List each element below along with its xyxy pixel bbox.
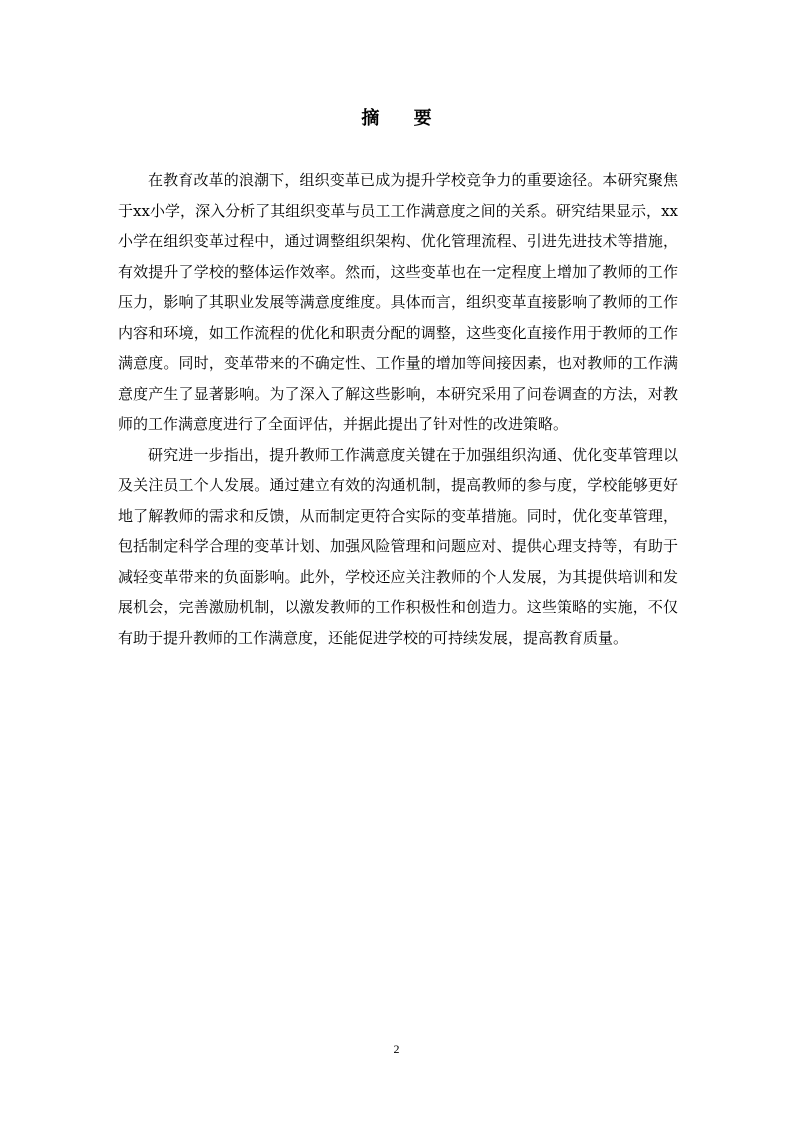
- page-number: 2: [393, 1042, 400, 1056]
- abstract-paragraph-2: 研究进一步指出，提升教师工作满意度关键在于加强组织沟通、优化变革管理以及关注员工个人发展。通过建立有效的沟通机制，提高教师的参与度，学校能够更好地了解教师的需求和反馈，从而制定更符合实际的变革措施。同时，优化变革管理，包括制定科学合理的变革计划、加强风险管理和问题应对、提供心理支持等，有助于减轻变革带来的负面影响。此外，学校还应关注教师的个人发展，为其提供培训和发展机会，完善激励机制，以激发教师的工作积极性和创造力。这些策略的实施，不仅有助于提升教师的工作满意度，还能促进学校的可持续发展，提高教育质量。: [118, 445, 678, 647]
- abstract-title: 摘 要: [361, 108, 446, 129]
- abstract-paragraph-1: 在教育改革的浪潮下，组织变革已成为提升学校竞争力的重要途径。本研究聚焦于xx小学，深入分析了其组织变革与员工工作满意度之间的关系。研究结果显示，xx小学在组织变革过程中，通过调整组织架构、优化管理流程、引进先进技术等措施，有效提升了学校的整体运作效率。然而，这些变革也在一定程度上增加了教师的工作压力，影响了其职业发展等满意度维度。具体而言，组织变革直接影响了教师的工作内容和环境，如工作流程的优化和职责分配的调整，这些变化直接作用于教师的工作满意度。同时，变革带来的不确定性、工作量的增加等间接因素，也对教师的工作满意度产生了显著影响。为了深入了解这些影响，本研究采用了问卷调查的方法，对教师的工作满意度进行了全面评估，并据此提出了针对性的改进策略。: [118, 171, 678, 433]
- abstract-body: [118, 165, 678, 653]
